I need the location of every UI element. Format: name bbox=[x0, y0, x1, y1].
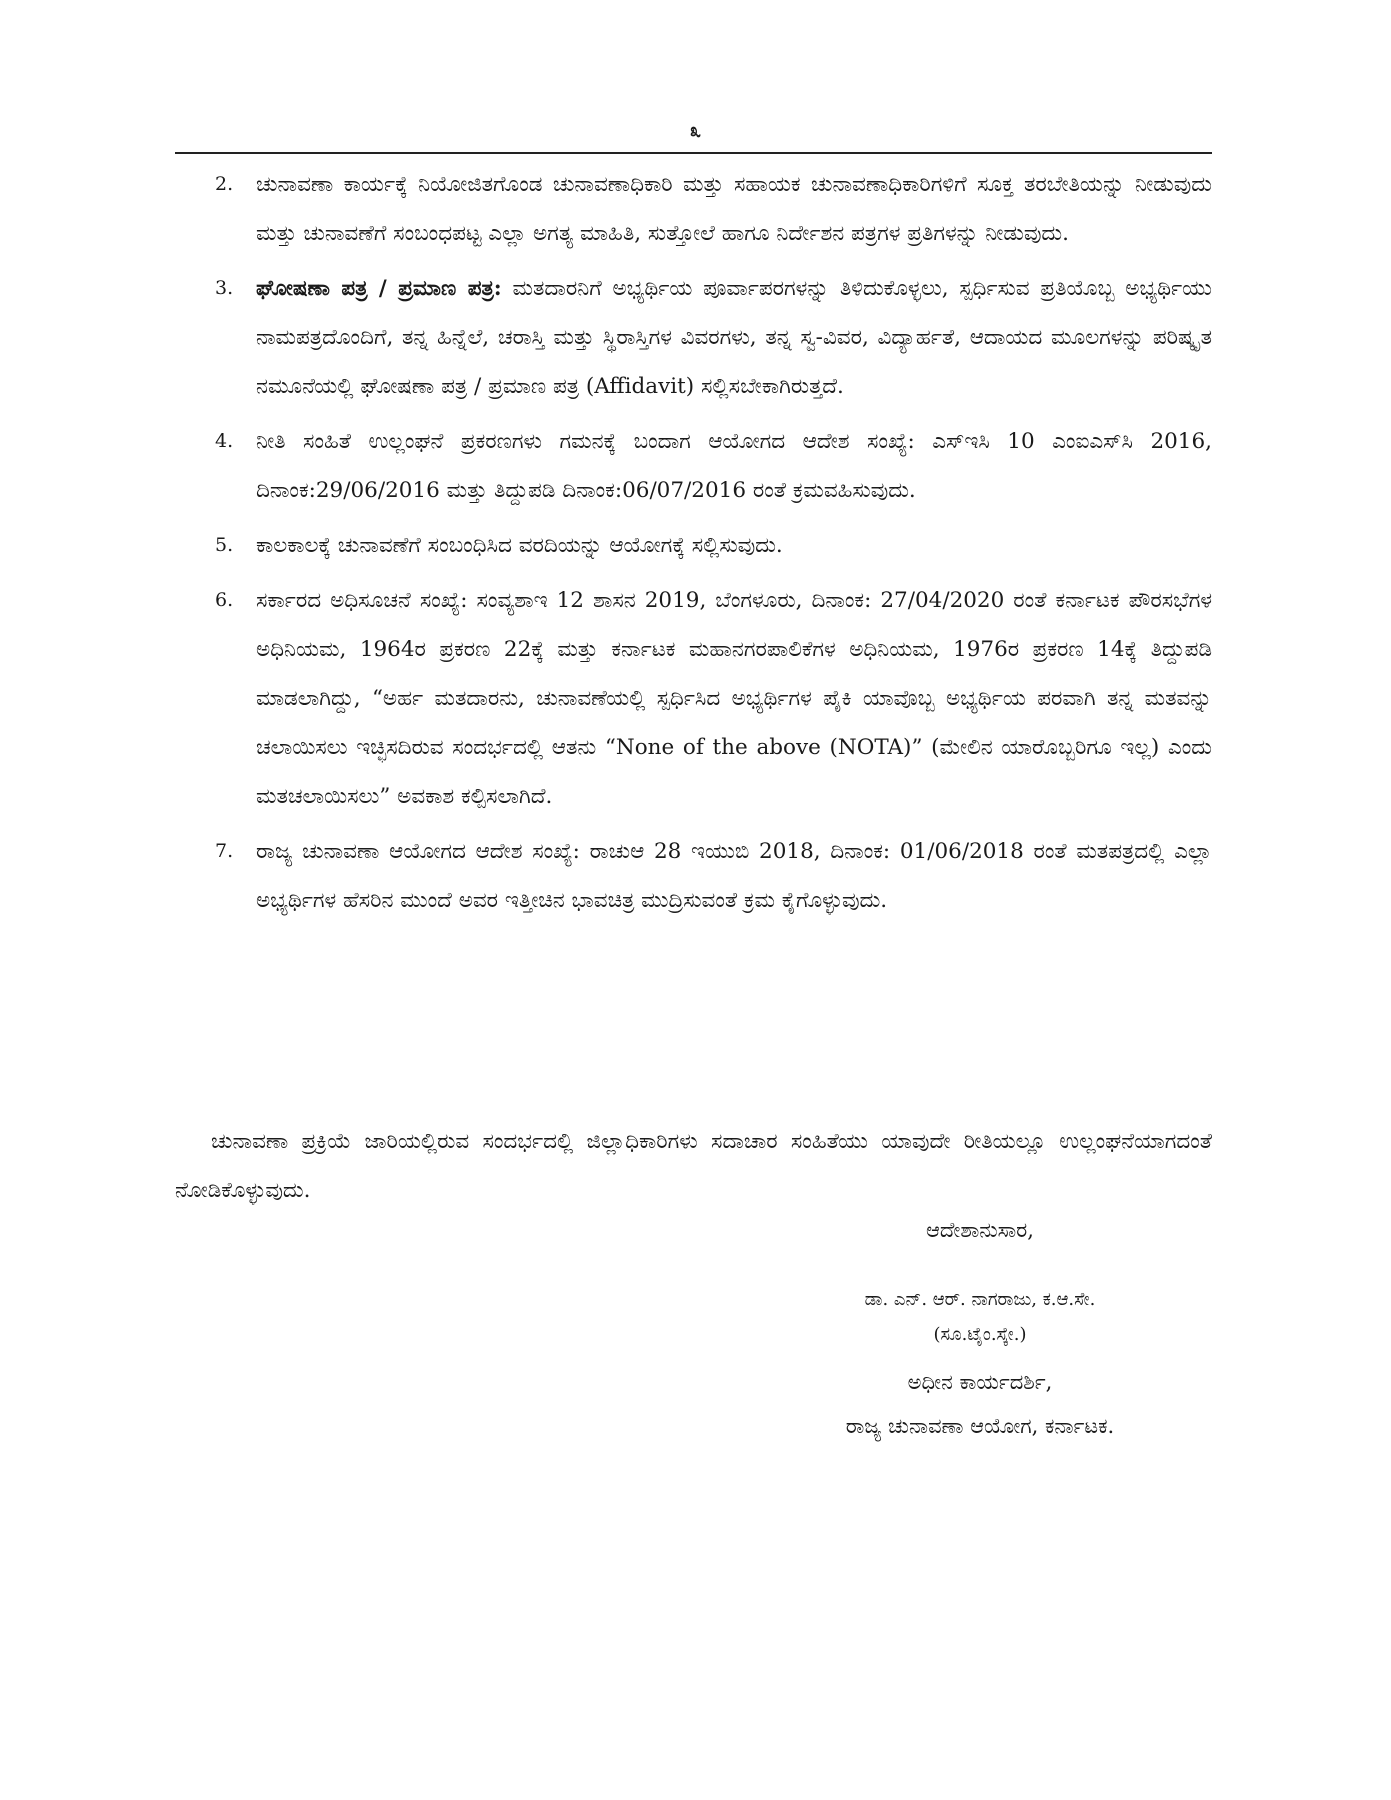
list-item-text: ಸರ್ಕಾರದ ಅಧಿಸೂಚನೆ ಸಂಖ್ಯೆ: ಸಂವ್ಯಶಾಇ 12 ಶಾಸನ 2019, ಬೆಂಗಳೂರು, ದಿನಾಂಕ: 27/04/2020 ರಂತೆ ಕರ್ನಾಟಕ ಪೌರಸಭೆಗಳ ಅಧಿನಿಯಮ, 1964ರ ಪ್ರಕರಣ 22ಕ್ಕೆ ಮತ್ತು ಕರ್ನಾಟಕ ಮಹಾನಗರಪಾಲಿಕೆಗಳ ಅಧಿನಿಯಮ, 1976ರ ಪ್ರಕರಣ 14ಕ್ಕೆ ತಿದ್ದುಪಡಿ ಮಾಡಲಾಗಿದ್ದು, “ಅರ್ಹ ಮತದಾರನು, ಚುನಾವಣೆಯಲ್ಲಿ ಸ್ಪರ್ಧಿಸಿದ ಅಭ್ಯರ್ಥಿಗಳ ಪೈಕಿ ಯಾವೊಬ್ಬ ಅಭ್ಯರ್ಥಿಯ ಪರವಾಗಿ ತನ್ನ ಮತವನ್ನು ಚಲಾಯಿಸಲು ಇಚ್ಛಿಸದಿರುವ ಸಂದರ್ಭದಲ್ಲಿ ಆತನು “None of the above (NOTA)” (ಮೇಲಿನ ಯಾರೊಬ್ಬರಿಗೂ ಇಲ್ಲ) ಎಂದು ಮತಚಲಾಯಿಸಲು” ಅವಕಾಶ ಕಲ್ಪಿಸಲಾಗಿದೆ. bbox=[256, 588, 1212, 809]
list-item bbox=[175, 576, 1212, 821]
header-rule bbox=[175, 152, 1212, 154]
signatory-grade: (ಸೂ.ಟೈಂ.ಸ್ಕೇ.) bbox=[933, 1324, 1027, 1345]
list-item-text: ನೀತಿ ಸಂಹಿತೆ ಉಲ್ಲಂಘನೆ ಪ್ರಕರಣಗಳು ಗಮನಕ್ಕೆ ಬಂದಾಗ ಆಯೋಗದ ಆದೇಶ ಸಂಖ್ಯೆ: ಎಸ್‌ಇಸಿ 10 ಎಂಐಎಸ್‌ಸಿ 2016, ದಿನಾಂಕ:29/06/2016 ಮತ್ತು ತಿದ್ದುಪಡಿ ದಿನಾಂಕ:06/07/2016 ರಂತೆ ಕ್ರಮವಹಿಸುವುದು. bbox=[256, 429, 1212, 503]
list-item bbox=[175, 264, 1212, 411]
list-item-heading: ಘೋಷಣಾ ಪತ್ರ / ಪ್ರಮಾಣ ಪತ್ರ: bbox=[256, 276, 502, 301]
list-item-text: ರಾಜ್ಯ ಚುನಾವಣಾ ಆಯೋಗದ ಆದೇಶ ಸಂಖ್ಯೆ: ರಾಚುಆ 28 ಇಯುಬಿ 2018, ದಿನಾಂಕ: 01/06/2018 ರಂತೆ ಮತಪತ್ರದಲ್ಲಿ ಎಲ್ಲಾ ಅಭ್ಯರ್ಥಿಗಳ ಹೆಸರಿನ ಮುಂದೆ ಅವರ ಇತ್ತೀಚಿನ ಭಾವಚಿತ್ರ ಮುದ್ರಿಸುವಂತೆ ಕ್ರಮ ಕೈಗೊಳ್ಳುವುದು. bbox=[256, 839, 1212, 913]
signatory-office: ರಾಜ್ಯ ಚುನಾವಣಾ ಆಯೋಗ, ಕರ್ನಾಟಕ. bbox=[845, 1414, 1115, 1438]
list-item-number: 4. bbox=[215, 430, 234, 452]
page-number: ೩ bbox=[689, 118, 702, 142]
signatory-designation: ಅಧೀನ ಕಾರ್ಯದರ್ಶಿ, bbox=[907, 1370, 1053, 1394]
list-item bbox=[175, 417, 1212, 515]
list-item-number: 6. bbox=[215, 589, 234, 611]
list-item bbox=[175, 160, 1212, 258]
closing-paragraph: ಚುನಾವಣಾ ಪ್ರಕ್ರಿಯೆ ಜಾರಿಯಲ್ಲಿರುವ ಸಂದರ್ಭದಲ್ಲಿ ಜಿಲ್ಲಾಧಿಕಾರಿಗಳು ಸದಾಚಾರ ಸಂಹಿತೆಯು ಯಾವುದೇ ರೀತಿಯಲ್ಲೂ ಉಲ್ಲಂಘನೆಯಾಗದಂತೆ ನೋಡಿಕೊಳ್ಳುವುದು. bbox=[175, 1129, 1212, 1203]
list-item-text: ಮತದಾರನಿಗೆ ಅಭ್ಯರ್ಥಿಯ ಪೂರ್ವಾಪರಗಳನ್ನು ತಿಳಿದುಕೊಳ್ಳಲು, ಸ್ಪರ್ಧಿಸುವ ಪ್ರತಿಯೊಬ್ಬ ಅಭ್ಯರ್ಥಿಯು ನಾಮಪತ್ರದೊಂದಿಗೆ, ತನ್ನ ಹಿನ್ನೆಲೆ, ಚರಾಸ್ತಿ ಮತ್ತು ಸ್ಥಿರಾಸ್ತಿಗಳ ವಿವರಗಳು, ತನ್ನ ಸ್ವ-ವಿವರ, ವಿದ್ಯಾರ್ಹತೆ, ಆದಾಯದ ಮೂಲಗಳನ್ನು ಪರಿಷ್ಕೃತ ನಮೂನೆಯಲ್ಲಿ ಘೋಷಣಾ ಪತ್ರ / ಪ್ರಮಾಣ ಪತ್ರ (Affidavit) ಸಲ್ಲಿಸಬೇಕಾಗಿರುತ್ತದೆ. bbox=[256, 276, 1212, 399]
signatory-name: ಡಾ. ಎನ್. ಆರ್. ನಾಗರಾಜು, ಕ.ಆ.ಸೇ. bbox=[864, 1289, 1096, 1310]
list-item-number: 3. bbox=[215, 277, 234, 299]
list-item bbox=[175, 521, 1212, 570]
list-item bbox=[175, 827, 1212, 925]
list-item-number: 5. bbox=[215, 534, 234, 556]
list-item-number: 7. bbox=[215, 840, 234, 862]
list-item-text: ಕಾಲಕಾಲಕ್ಕೆ ಚುನಾವಣೆಗೆ ಸಂಬಂಧಿಸಿದ ವರದಿಯನ್ನು ಆಯೋಗಕ್ಕೆ ಸಲ್ಲಿಸುವುದು. bbox=[256, 533, 783, 558]
list-item-text: ಚುನಾವಣಾ ಕಾರ್ಯಕ್ಕೆ ನಿಯೋಜಿತಗೊಂಡ ಚುನಾವಣಾಧಿಕಾರಿ ಮತ್ತು ಸಹಾಯಕ ಚುನಾವಣಾಧಿಕಾರಿಗಳಿಗೆ ಸೂಕ್ತ ತರಬೇತಿಯನ್ನು ನೀಡುವುದು ಮತ್ತು ಚುನಾವಣೆಗೆ ಸಂಬಂಧಪಟ್ಟ ಎಲ್ಲಾ ಅಗತ್ಯ ಮಾಹಿತಿ, ಸುತ್ತೋಲೆ ಹಾಗೂ ನಿರ್ದೇಶನ ಪತ್ರಗಳ ಪ್ರತಿಗಳನ್ನು ನೀಡುವುದು. bbox=[256, 172, 1212, 246]
list-item-number: 2. bbox=[215, 173, 234, 195]
signature-by-order: ಆದೇಶಾನುಸಾರ, bbox=[926, 1218, 1034, 1242]
numbered-list bbox=[175, 160, 1212, 931]
